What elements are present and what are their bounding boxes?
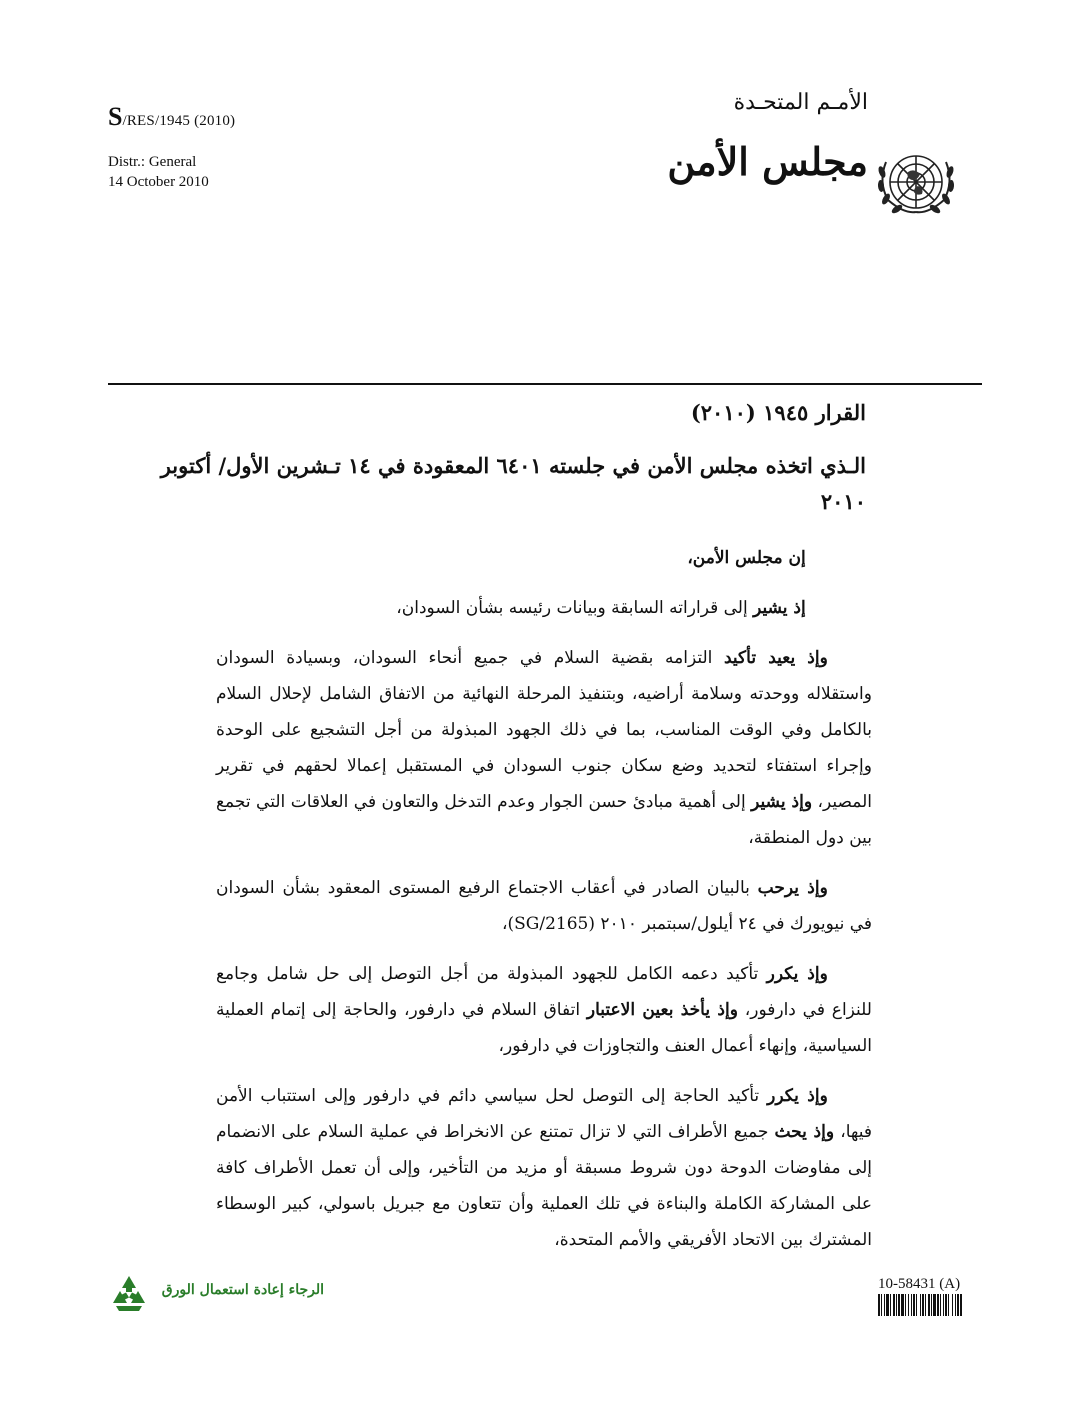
paragraph-6-lead: وإذ يكرر [767,1086,828,1106]
paragraph-5-lead-2: وإذ يأخذ بعين الاعتبار [586,1000,738,1020]
paragraph-6 [216,1078,872,1258]
recycle-notice: الرجاء إعادة استعمال الورق [161,1282,324,1298]
barcode-bar [908,1294,909,1316]
paragraph-3-lead: وإذ يعيد تأكيد [724,648,828,668]
barcode-bar [952,1294,953,1316]
barcode-bar [928,1294,930,1316]
header-rule [108,383,982,385]
barcode-bar [922,1294,924,1316]
barcode-bar [881,1294,882,1316]
distribution-block [108,152,209,192]
barcode-bar [911,1294,912,1316]
barcode-bar [878,1294,880,1316]
paragraph-4 [216,870,872,942]
paragraph-3-text-a: التزامه بقضية السلام في جميع أنحاء السودان، وبسيادة السودان واستقلاله ووحدته وسلامة أراضيه، وبتنفيذ المرحلة النهائية من الاتفاق الشامل لإحلال السلام بالكامل وفي الوقت المناسب، بما في ذلك الجهود المبذولة من أجل التشجيع على الوحدة وإجراء استفتاء لتحديد وضع سكان جنوب السودان في المستقبل إعمالا لحقهم في تقرير المصير، [216,648,873,812]
symbol-letter: S [108,102,123,131]
barcode-bar [893,1294,895,1316]
barcode-bar [933,1294,936,1316]
issue-date: 14 October 2010 [108,174,209,190]
barcode-bar [945,1294,947,1316]
un-emblem-icon [872,138,960,226]
paragraph-5 [216,956,872,1064]
paragraph-2 [216,590,872,626]
barcode-bar [957,1294,959,1316]
barcode-bar [948,1294,949,1316]
barcode-bar [943,1294,944,1316]
paragraph-3-text-b: إلى أهمية مبادئ حسن الجوار وعدم التدخل والتعاون في العلاقات التي تجمع بين دول المنطقة، [216,792,872,848]
paragraph-2-text: إلى قراراته السابقة وبيانات رئيسه بشأن السودان، [396,598,754,618]
barcode-bar [884,1294,885,1316]
resolution-title: القرار ١٩٤٥ (٢٠١٠) [690,400,866,425]
barcode-icon [878,1294,982,1316]
paragraph-5-lead: وإذ يكرر [766,964,828,984]
barcode-bar [901,1294,904,1316]
barcode-bar [960,1294,962,1316]
paragraph-5-text-b: اتفاق السلام في دارفور، والحاجة إلى إتمام العملية السياسية، وإنهاء أعمال العنف والتجاوزات في دارفور، [216,1000,872,1056]
paragraph-6-lead-2: وإذ يحث [774,1122,835,1142]
organization-name: الأمـم المتحـدة [733,90,868,115]
paragraph-4-lead: وإذ يرحب [757,878,828,898]
barcode-bar [931,1294,932,1316]
paragraph-6-text-b: جميع الأطراف التي لا تزال تمتنع عن الانخراط في عملية السلام على الانضمام إلى مفاوضات الدوحة دون شروط مسبقة أو مزيد من التأخير، وإلى أن تعمل الأطراف كافة على المشاركة الكاملة والبناءة في تلك العملية وأن تتعاون مع جبريل باسولي، كبير الوسطاء المشترك بين الاتحاد الأفريقي والأمم المتحدة، [216,1122,872,1250]
paragraph-3 [216,640,872,856]
paragraph-2-lead: إذ يشير [753,598,806,618]
barcode-bar [940,1294,941,1316]
recycle-icon [108,1273,150,1315]
barcode-bar [898,1294,900,1316]
distribution-label: Distr.: General [108,154,197,170]
resolution-subtitle: الـذي اتخذه مجلس الأمن في جلسته ٦٤٠١ المعقودة في ١٤ تـشرين الأول/ أكتوبر ٢٠١٠ [160,453,866,514]
barcode-bar [886,1294,889,1316]
paragraph-5-text-a: تأكيد دعمه الكامل للجهود المبذولة من أجل التوصل إلى حل شامل وجامع للنزاع في دارفور، [216,964,872,1020]
paragraph-4-text: بالبيان الصادر في أعقاب الاجتماع الرفيع المستوى المعقود بشأن السودان في نيويورك في ٢٤ أيلول/سبتمبر ٢٠١٠ (SG/2165)، [216,878,872,934]
document-symbol [108,102,235,132]
barcode-bar [937,1294,939,1316]
paragraph-6-text-a: تأكيد الحاجة إلى التوصل لحل سياسي دائم في دارفور وإلى استتباب الأمن فيها، [216,1086,872,1142]
paragraph-3-lead-2: وإذ يشير [751,792,813,812]
symbol-rest: /RES/1945 (2010) [122,113,236,129]
barcode-bar [955,1294,956,1316]
barcode-bar [905,1294,906,1316]
barcode-bar [925,1294,926,1316]
job-number: 10-58431 (A) [878,1276,961,1292]
barcode-bar [890,1294,891,1316]
barcode-bar [896,1294,897,1316]
document-body [216,540,872,1272]
barcode-bar [916,1294,917,1316]
paragraph-1-lead: إن مجلس الأمن، [687,548,806,568]
barcode-bar [913,1294,915,1316]
organ-name: مجلس الأمن [667,139,868,184]
barcode-bar [920,1294,921,1316]
paragraph-1 [216,540,872,576]
